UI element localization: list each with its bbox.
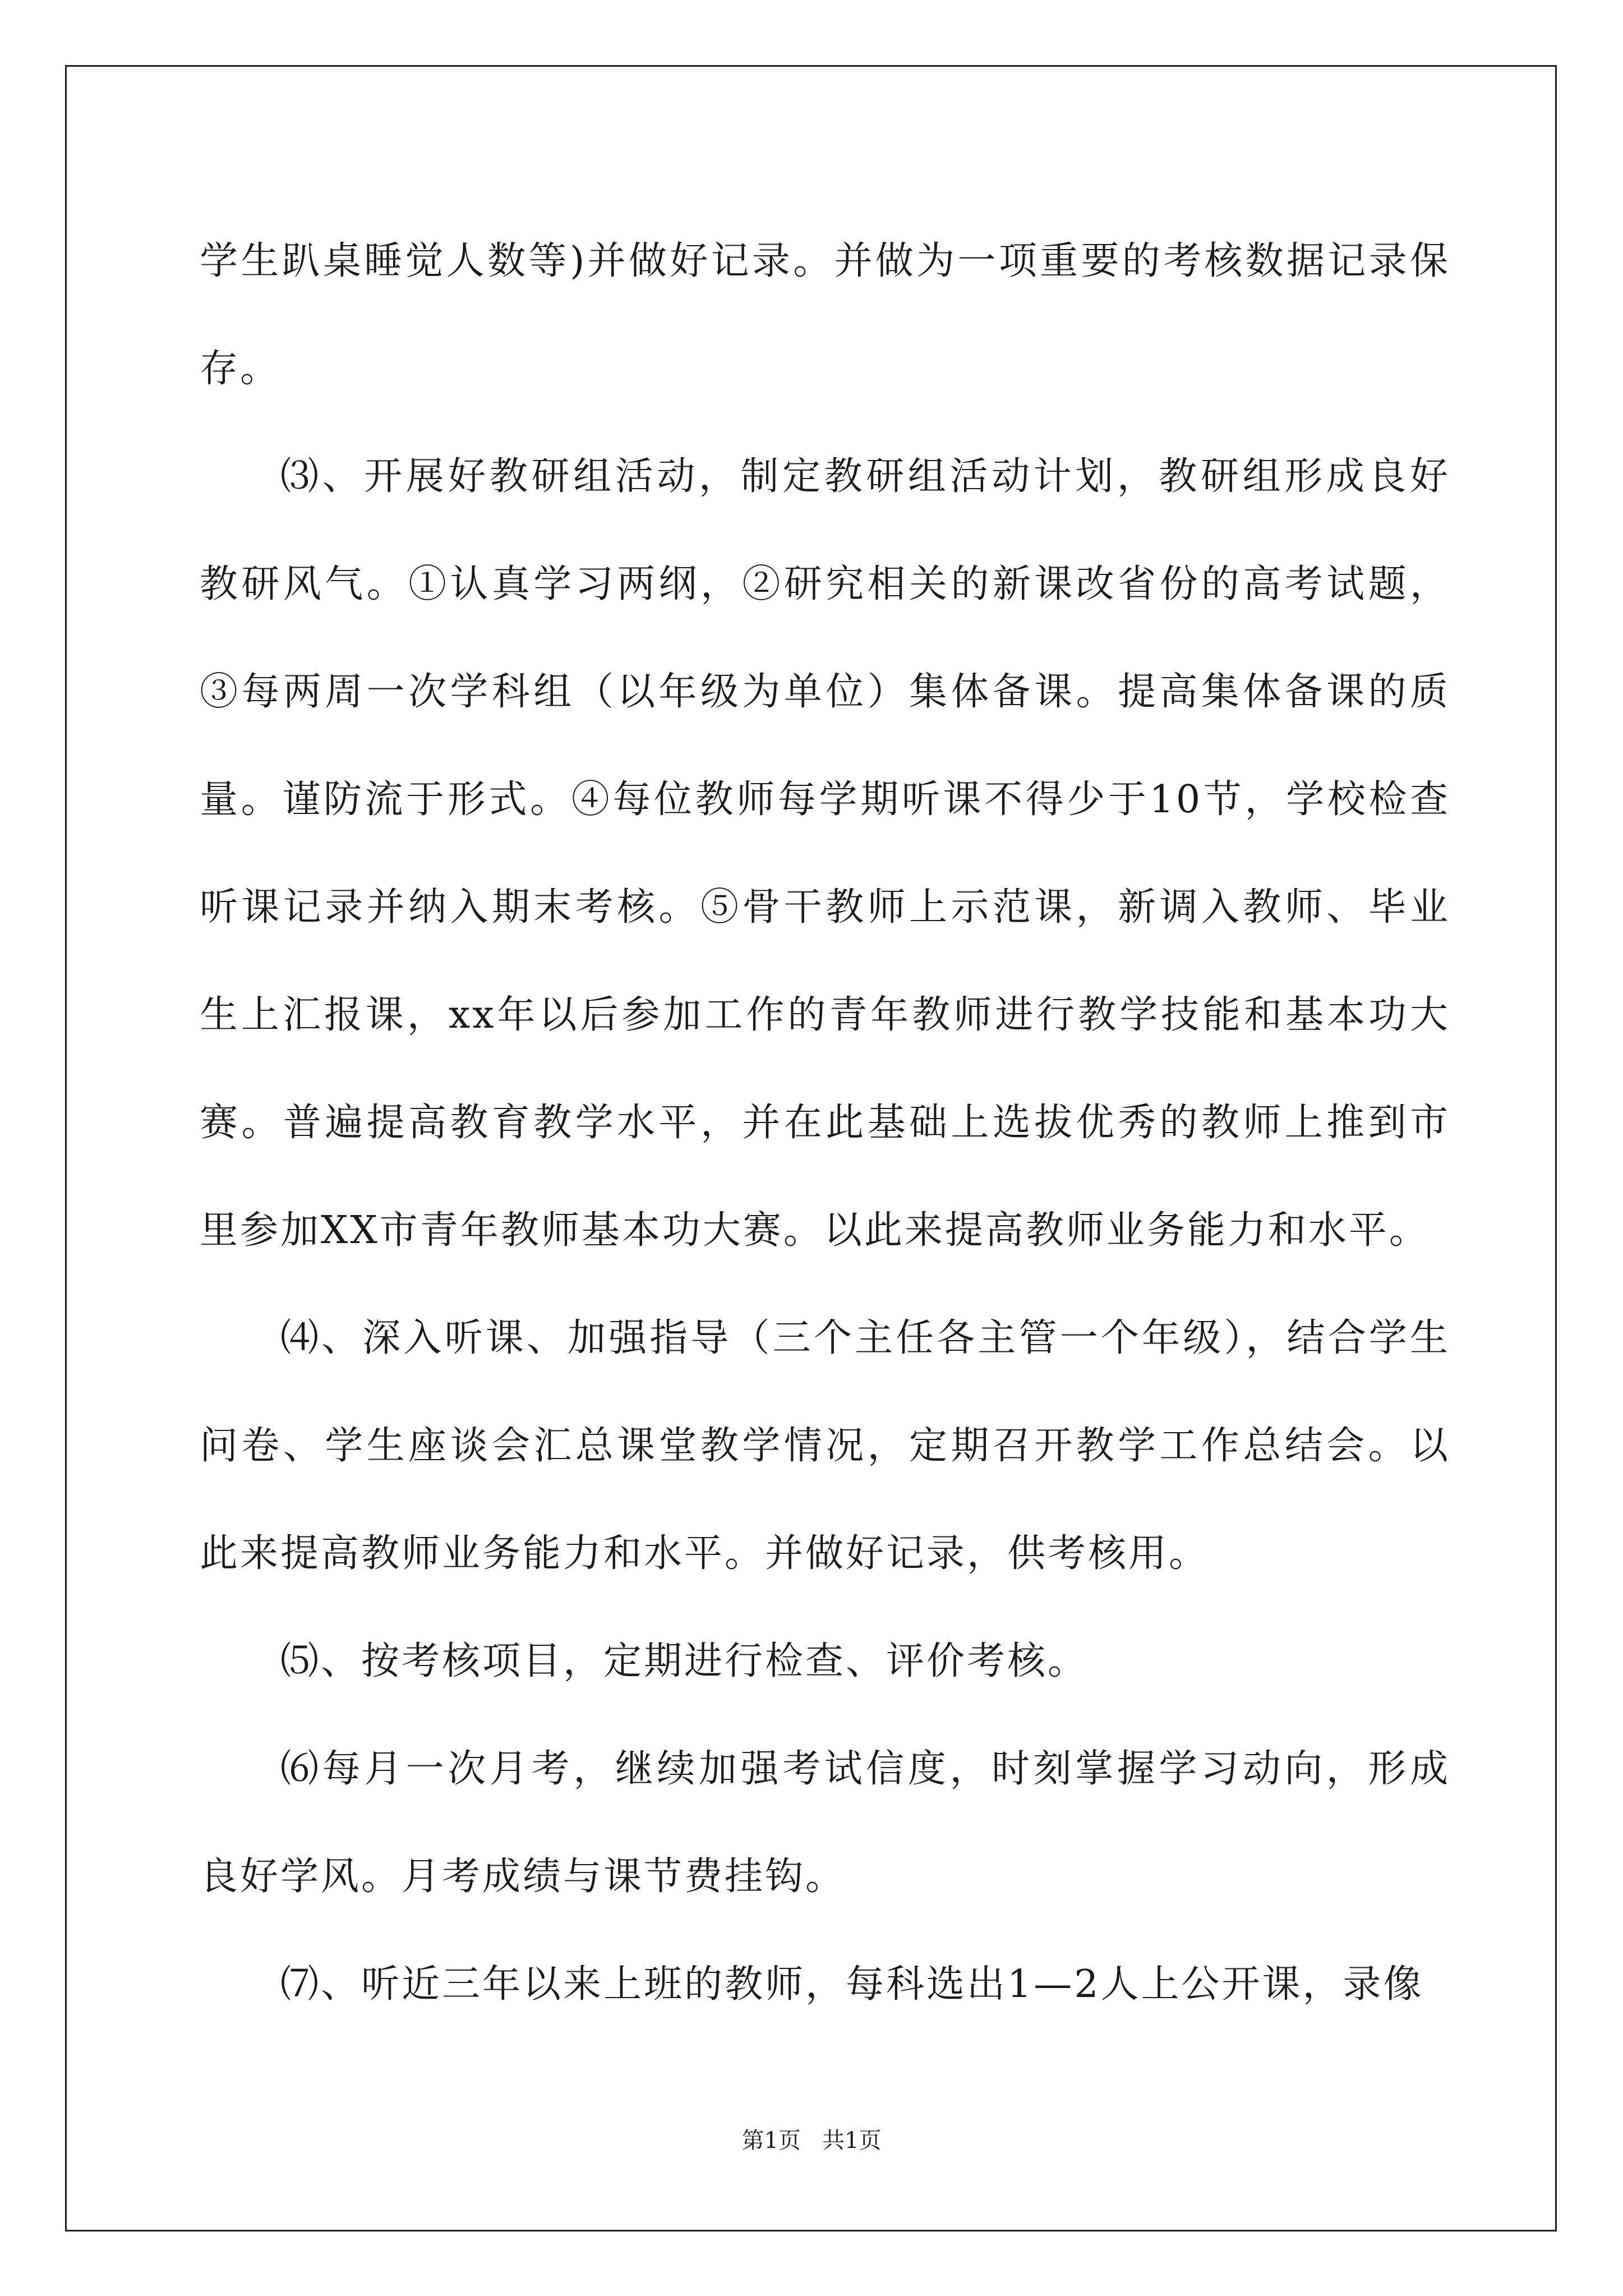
paragraph-continuation: 学生趴桌睡觉人数等)并做好记录。并做为一项重要的考核数据记录保存。 — [200, 239, 1450, 391]
document-body — [200, 208, 1450, 2039]
paragraph-item-6: ⑹每月一次月考，继续加强考试信度，时刻掌握学习动向，形成良好学风。月考成绩与课节费挂钩。 — [200, 1747, 1450, 1899]
paragraph-item-4: ⑷、深入听课、加强指导（三个主任各主管一个年级），结合学生问卷、学生座谈会汇总课堂教学情况，定期召开教学工作总结会。以此来提高教师业务能力和水平。并做好记录，供考核用。 — [200, 1316, 1450, 1576]
paragraph-item-3: ⑶、开展好教研组活动，制定教研组活动计划，教研组形成良好教研风气。①认真学习两纲，②研究相关的新课改省份的高考试题，③每两周一次学科组（以年级为单位）集体备课。提高集体备课的质量。谨防流于形式。④每位教师每学期听课不得少于10节，学校检查听课记录并纳入期末考核。⑤骨干教师上示范课，新调入教师、毕业生上汇报课，xx年以后参加工作的青年教师进行教学技能和基本功大赛。普遍提高教育教学水平，并在此基础上选拔优秀的教师上推到市里参加XX市青年教师基本功大赛。以此来提高教师业务能力和水平。 — [200, 454, 1450, 1253]
paragraph-item-7: ⑺、听近三年以来上班的教师，每科选出1—2人上公开课，录像 — [280, 1962, 1424, 2007]
page-footer: 第1页 共1页 — [741, 2128, 882, 2154]
paragraph-item-5: ⑸、按考核项目，定期进行检查、评价考核。 — [280, 1639, 1089, 1683]
